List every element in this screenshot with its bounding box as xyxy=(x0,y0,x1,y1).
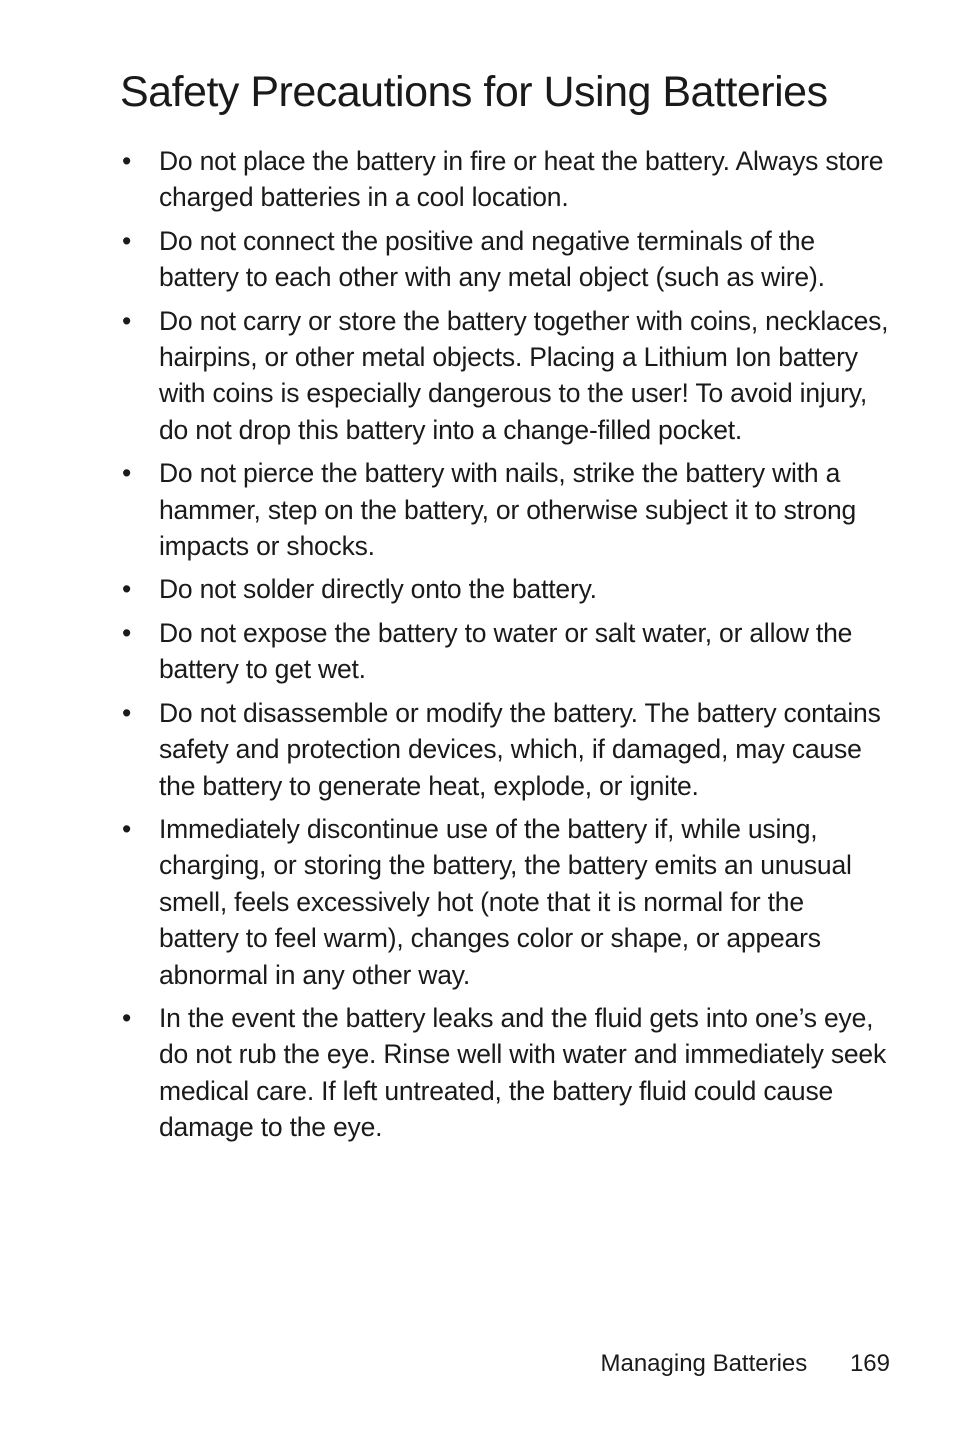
list-item-text: In the event the battery leaks and the fluid gets into one’s eye, do not rub the eye. Rinse well with water and immediately seek medical care. If left untreated, the battery fluid could cause damage to the eye. xyxy=(159,1002,887,1143)
list-item xyxy=(120,455,890,564)
bullet-icon: • xyxy=(122,617,132,648)
list-item xyxy=(120,1000,890,1146)
bullet-icon: • xyxy=(122,225,132,256)
list-item xyxy=(120,695,890,804)
list-item xyxy=(120,303,890,449)
list-item xyxy=(120,571,890,607)
list-item-text: Do not connect the positive and negative terminals of the battery to each other with any metal object (such as wire). xyxy=(159,225,825,293)
page-title: Safety Precautions for Using Batteries xyxy=(120,68,828,116)
page-number: 169 xyxy=(849,1350,890,1377)
list-item-text: Do not carry or store the battery together with coins, necklaces, hairpins, or other metal objects. Placing a Lithium Ion battery with coins is especially dangerous to the user! To avoid injury, do not drop this battery into a change-filled pocket. xyxy=(159,305,889,445)
list-item xyxy=(120,143,890,216)
list-item xyxy=(120,615,890,688)
list-item xyxy=(120,811,890,993)
bullet-icon: • xyxy=(122,458,132,489)
bullet-icon: • xyxy=(122,1002,132,1033)
list-item xyxy=(120,223,890,296)
bullet-icon: • xyxy=(122,305,132,336)
list-item-text: Do not expose the battery to water or salt water, or allow the battery to get wet. xyxy=(159,617,853,685)
bullet-icon: • xyxy=(122,697,132,728)
footer-section-title: Managing Batteries xyxy=(600,1350,808,1377)
list-item-text: Do not disassemble or modify the battery. The battery contains safety and protection devices, which, if damaged, may cause the battery to generate heat, explode, or ignite. xyxy=(159,697,881,801)
list-item-text: Immediately discontinue use of the battery if, while using, charging, or storing the battery, the battery emits an unusual smell, feels excessively hot (note that it is normal for the battery to feel warm), changes color or shape, or appears abnormal in any other way. xyxy=(159,813,852,990)
bullet-icon: • xyxy=(122,146,132,176)
list-item-text: Do not pierce the battery with nails, strike the battery with a hammer, step on the battery, or otherwise subject it to strong impacts or shocks. xyxy=(159,458,857,562)
list-item-text: Do not solder directly onto the battery. xyxy=(159,574,597,605)
page-footer xyxy=(600,1348,890,1380)
bullet-icon: • xyxy=(122,813,132,844)
list-item-text: Do not place the battery in fire or heat the battery. Always store charged batteries in a cool location. xyxy=(159,146,884,213)
safety-precautions-list xyxy=(120,143,890,1153)
bullet-icon: • xyxy=(122,574,132,605)
